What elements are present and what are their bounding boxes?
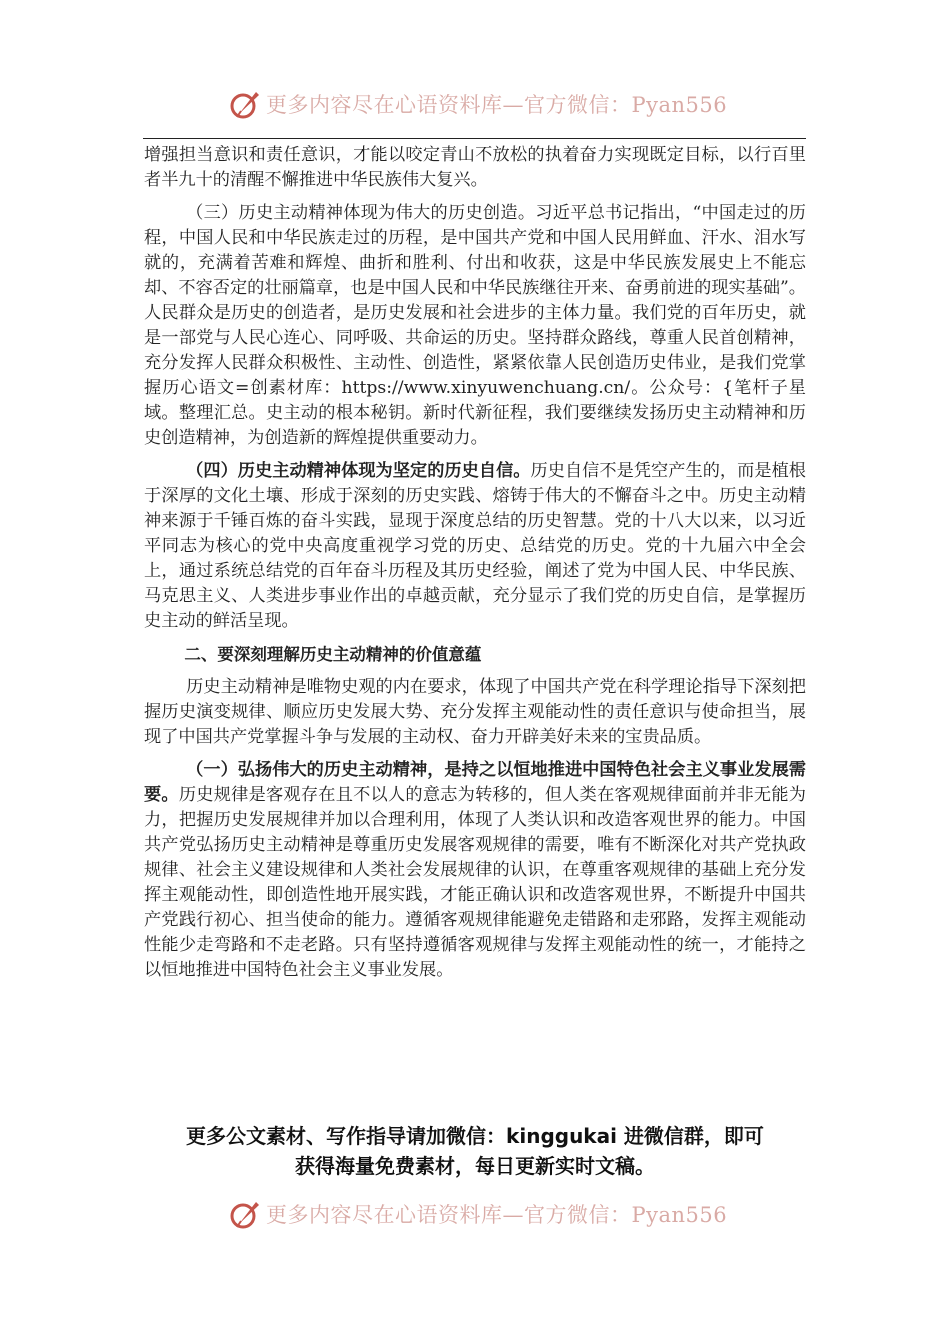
- paragraph-continuation: 增强担当意识和责任意识，才能以咬定青山不放松的执着奋力实现既定目标，以行百里者半九十的清醒不懈推进中华民族伟大复兴。: [144, 145, 806, 190]
- promo-line-1: 更多公文素材、写作指导请加微信：kinggukai 进微信群，即可: [186, 1124, 764, 1148]
- section-4-lead: （四）历史主动精神体现为坚定的历史自信。: [186, 461, 531, 481]
- footer-logo-text: 更多内容尽在心语资料库—官方微信：Pyan556: [266, 1203, 728, 1227]
- paragraph-subsection-1: [144, 758, 806, 983]
- paragraph-intro-2: 历史主动精神是唯物史观的内在要求，体现了中国共产党在科学理论指导下深刻把握历史演变规律、顺应历史发展大势、充分发挥主观能动性的责任意识与使命担当，展现了中国共产党掌握斗争与发展的主动权、奋力开辟美好未来的宝贵品质。: [144, 677, 806, 747]
- header-logo-text: 更多内容尽在心语资料库—官方微信：Pyan556: [266, 93, 728, 117]
- quill-logo-icon: [228, 87, 262, 121]
- promo-banner: [120, 1121, 830, 1181]
- footer-watermark: [228, 1194, 727, 1234]
- header-watermark: [228, 84, 727, 124]
- subsection-1-text: 历史规律是客观存在且不以人的意志为转移的，但人类在客观规律面前并非无能为力，把握历史发展规律并加以合理利用，体现了人类认识和改造客观世界的能力。中国共产党弘扬历史主动精神是尊重历史发展客观规律的需要，唯有不断深化对共产党执政规律、社会主义建设规律和人类社会发展规律的认识，在尊重客观规律的基础上充分发挥主观能动性，即创造性地开展实践，才能正确认识和改造客观世界，不断提升中国共产党践行初心、担当使命的能力。遵循客观规律能避免走错路和走邪路，发挥主观能动性能少走弯路和不走老路。只有坚持遵循客观规律与发挥主观能动性的统一，才能持之以恒地推进中国特色社会主义事业发展。: [144, 785, 806, 980]
- document-body: [144, 143, 806, 983]
- quill-logo-icon: [228, 1197, 262, 1231]
- header-divider: [143, 138, 806, 139]
- section-4-text: 历史自信不是凭空产生的，而是植根于深厚的文化土壤、形成于深刻的历史实践、熔铸于伟大的不懈奋斗之中。历史主动精神来源于千锤百炼的奋斗实践，显现于深度总结的历史智慧。党的十八大以来，以习近平同志为核心的党中央高度重视学习党的历史、总结党的历史。党的十九届六中全会上，通过系统总结党的百年奋斗历程及其历史经验，阐述了党为中国人民、中华民族、马克思主义、人类进步事业作出的卓越贡献，充分显示了我们党的历史自信，是掌握历史主动的鲜活呈现。: [144, 461, 806, 631]
- section-heading-2: 二、要深刻理解历史主动精神的价值意蕴: [184, 645, 482, 664]
- paragraph-section-3: （三）历史主动精神体现为伟大的历史创造。习近平总书记指出，“中国走过的历程，中国人民和中华民族走过的历程，是中国共产党和中国人民用鲜血、汗水、泪水写就的，充满着苦难和辉煌、曲折和胜利、付出和收获，这是中华民族发展史上不能忘却、不容否定的壮丽篇章，也是中国人民和中华民族继往开来、奋勇前进的现实基础”。人民群众是历史的创造者，是历史发展和社会进步的主体力量。我们党的百年历史，就是一部党与人民心连心、同呼吸、共命运的历史。坚持群众路线，尊重人民首创精神，充分发挥人民群众积极性、主动性、创造性，紧紧依靠人民创造历史伟业，是我们党掌握历心语文=创素材库：https://www.xinyuwenchuang.cn/。公众号：{笔杆子星域。整理汇总。史主动的根本秘钥。新时代新征程，我们要继续发扬历史主动精神和历史创造精神，为创造新的辉煌提供重要动力。: [144, 203, 806, 448]
- promo-line-2: 获得海量免费素材，每日更新实时文稿。: [295, 1154, 655, 1178]
- subsection-1-lead: （一）弘扬伟大的历史主动精神，是持之以恒地推进中国特色社会主义事业发展需要。: [144, 760, 806, 805]
- paragraph-section-4: [144, 459, 806, 634]
